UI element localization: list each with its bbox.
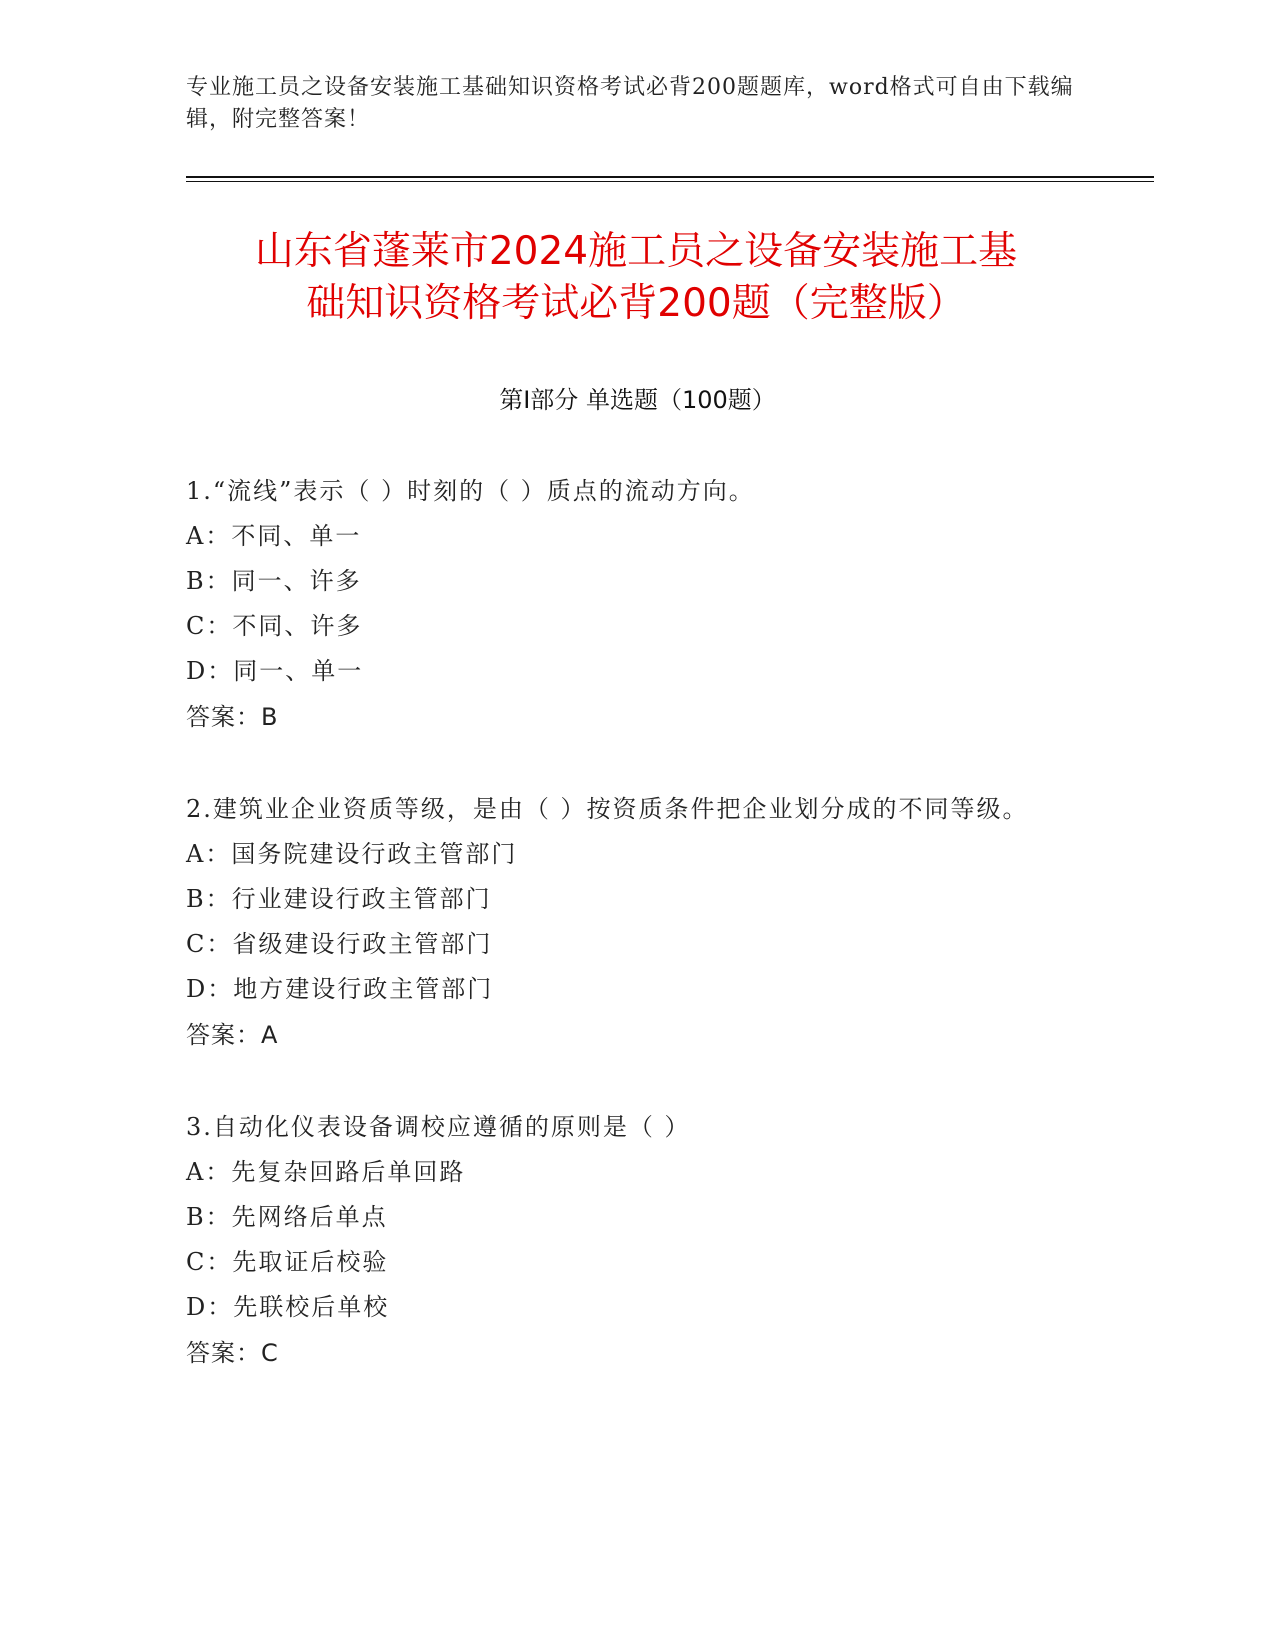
option-a: A：先复杂回路后单回路	[186, 1158, 466, 1186]
option-d: D：地方建设行政主管部门	[186, 975, 494, 1003]
question-stem: 1.“流线”表示（ ）时刻的（ ）质点的流动方向。	[186, 477, 755, 505]
option-c: C：省级建设行政主管部门	[186, 930, 493, 958]
question-item	[186, 468, 1086, 740]
option-a: A：不同、单一	[186, 522, 362, 550]
header-rule-thin	[186, 181, 1154, 182]
option-b: B：行业建设行政主管部门	[186, 885, 492, 913]
question-stem: 2.建筑业企业资质等级，是由（ ）按资质条件把企业划分成的不同等级。	[186, 795, 1029, 823]
option-b: B：先网络后单点	[186, 1203, 388, 1231]
document-title-line-2: 础知识资格考试必背200题（完整版）	[306, 281, 966, 326]
section-title: 第Ⅰ部分 单选题（100题）	[499, 386, 776, 414]
document-title-line-1: 山东省蓬莱市2024施工员之设备安装施工基	[254, 229, 1018, 274]
header-note: 专业施工员之设备安装施工基础知识资格考试必背200题题库，word格式可自由下载编辑，附完整答案！	[186, 75, 1074, 132]
answer-line: 答案：B	[186, 703, 279, 731]
option-c: C：先取证后校验	[186, 1248, 389, 1276]
question-list	[186, 468, 1086, 1422]
document-title	[186, 226, 1086, 330]
option-d: D：先联校后单校	[186, 1293, 390, 1321]
question-item	[186, 1104, 1086, 1376]
question-item	[186, 786, 1086, 1058]
option-a: A：国务院建设行政主管部门	[186, 840, 518, 868]
option-d: D：同一、单一	[186, 657, 364, 685]
answer-line: 答案：A	[186, 1021, 279, 1049]
option-b: B：同一、许多	[186, 567, 362, 595]
option-c: C：不同、许多	[186, 612, 363, 640]
header-rule-thick	[186, 176, 1154, 178]
question-stem: 3.自动化仪表设备调校应遵循的原则是（ ）	[186, 1113, 691, 1141]
answer-line: 答案：C	[186, 1339, 279, 1367]
